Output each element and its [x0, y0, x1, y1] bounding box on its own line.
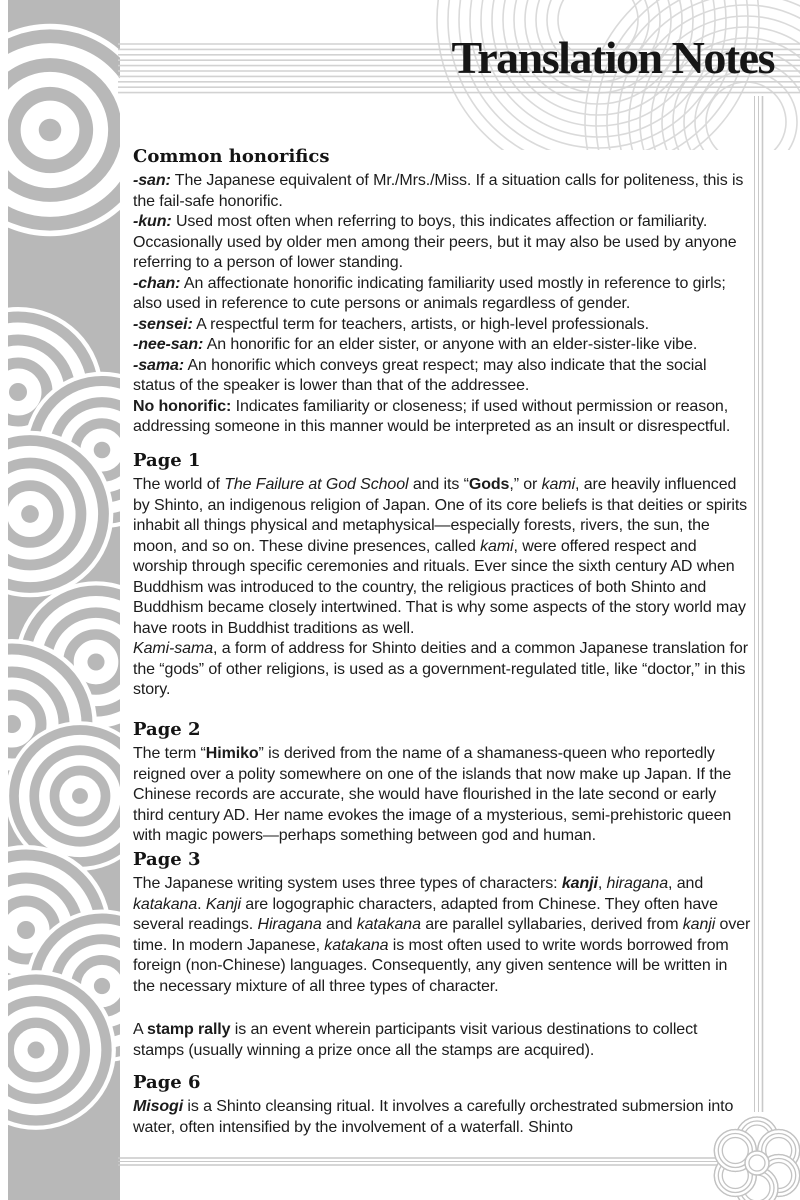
page-3-paragraph: The Japanese writing system uses three types of characters: kanji, hiragana, and katakana. Kanji are logographic characters, adapted from Chinese. They often have several readings. Hiragana and katakana are parallel syllabaries, derived from kanji over time. In modern Japanese, katakana is most often used to write words borrowed from foreign (non-Chinese) languages. Consequently, any given sentence will be written in the necessary mixture of all three types of character. [133, 875, 751, 995]
section-honorifics [133, 146, 751, 438]
heading-page-1: Page 1 [133, 450, 201, 471]
section-page-1 [133, 450, 751, 701]
section-stamp-rally [133, 1020, 751, 1061]
heading-page-2: Page 2 [133, 719, 201, 740]
honorific-entry-chan: -chan: An affectionate honorific indicating familiarity used mostly in reference to girls; also used in reference to cute persons or animals regardless of gender. [133, 274, 726, 312]
honorific-entry-kun: -kun: Used most often when referring to boys, this indicates affection or familiarity. Occasionally used by older men among their peers, but it may also be used by anyone referring to a person of lower standing. [133, 213, 737, 271]
heading-common-honorifics: Common honorifics [133, 146, 330, 167]
stamp-rally-paragraph: A stamp rally is an event wherein participants visit various destinations to collect stamps (usually winning a prize once all the stamps are acquired). [133, 1021, 698, 1059]
page-1-paragraph-kami-sama: Kami-sama, a form of address for Shinto deities and a common Japanese translation for the “gods” of other religions, is used as a government-regulated title, like “doctor,” in this story. [133, 640, 748, 698]
honorific-entry-none: No honorific: Indicates familiarity or closeness; if used without permission or reason, addressing someone in this manner would be interpreted as an insult or disrespectful. [133, 397, 731, 435]
honorific-entry-nee-san: -nee-san: An honorific for an elder sister, or anyone with an elder-sister-like vibe. [133, 336, 698, 353]
page-6-paragraph: Misogi is a Shinto cleansing ritual. It involves a carefully orchestrated submersion into water, often intensified by the involvement of a waterfall. Shinto [133, 1098, 734, 1136]
page-title: Translation Notes [451, 32, 774, 83]
heading-page-6: Page 6 [133, 1072, 201, 1093]
section-page-2 [133, 719, 751, 847]
section-page-3 [133, 849, 751, 997]
honorific-entry-sensei: -sensei: A respectful term for teachers, artists, or high-level professionals. [133, 315, 649, 333]
section-page-6 [133, 1072, 751, 1138]
page-2-paragraph: The term “Himiko” is derived from the name of a shamaness-queen who reportedly reigned over a polity somewhere on one of the islands that now make up Japan. If the Chinese records are accurate, she would have flourished in the late second or early third century AD. Her name evokes the image of a mysterious, semi-prehistoric queen with magic powers—perhaps something between god and human. [133, 745, 732, 844]
honorific-entry-san: -san: The Japanese equivalent of Mr./Mrs./Miss. If a situation calls for politeness, this is the fail-safe honorific. [133, 172, 744, 210]
heading-page-3: Page 3 [133, 849, 201, 870]
page-1-paragraph: The world of The Failure at God School and its “Gods,” or kami, are heavily influenced by Shinto, an indigenous religion of Japan. One of its core beliefs is that deities or spirits inhabit all things physical and metaphysical—especially forests, rivers, the sun, the moon, and so on. These divine presences, called kami, were offered respect and worship through specific ceremonies and rituals. Ever since the sixth century AD when Buddhism was introduced to the country, the religious practices of both Shinto and Buddhism became closely intertwined. That is why some aspects of the story world may have roots in Buddhist traditions as well. [133, 476, 748, 637]
honorific-entry-sama: -sama: An honorific which conveys great respect; may also indicate that the social status of the speaker is lower than that of the addressee. [133, 356, 707, 394]
